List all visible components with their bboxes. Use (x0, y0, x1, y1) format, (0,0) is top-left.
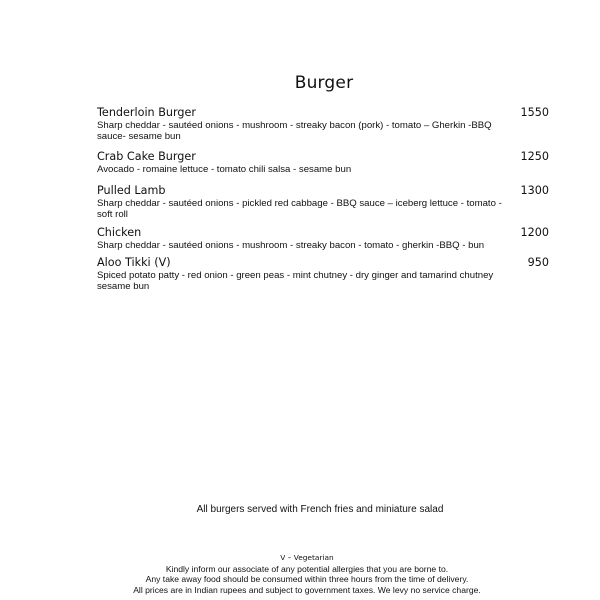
allergy-note: Kindly inform our associate of any potential allergies that you are borne to. (165, 563, 449, 574)
item-description: Sharp cheddar - sautéed onions - mushroom - streaky bacon - tomato - gherkin -BBQ - bun (97, 240, 485, 251)
item-description: Avocado - romaine lettuce - tomato chili salsa - sesame bun (97, 164, 352, 175)
menu-item-chicken (97, 226, 549, 251)
menu-list (97, 106, 549, 292)
menu-item-aloo-tikki (97, 256, 549, 292)
item-name: Crab Cake Burger (97, 150, 196, 163)
item-name: Tenderloin Burger (97, 106, 196, 119)
item-name: Pulled Lamb (97, 184, 166, 197)
menu-item-header (97, 256, 549, 270)
menu-item-header (97, 226, 549, 240)
menu-item-tenderloin-burger (97, 106, 549, 142)
item-description: Sharp cheddar - sautéed onions - pickled red cabbage - BBQ sauce – iceberg lettuce - tomato - soft roll (97, 198, 502, 220)
served-with-note: All burgers served with French fries and miniature salad (196, 504, 444, 515)
menu-item-header (97, 106, 549, 120)
menu-item-crab-cake-burger (97, 150, 549, 175)
item-description: Spiced potato patty - red onion - green peas - mint chutney - dry ginger and tamarind chutney sesame bun (97, 270, 494, 292)
item-price: 1550 (520, 106, 549, 119)
item-price: 1300 (520, 184, 549, 197)
item-name: Aloo Tikki (V) (97, 256, 171, 269)
footer (0, 553, 600, 595)
item-price: 1200 (520, 226, 549, 239)
menu-item-header (97, 150, 549, 164)
item-description: Sharp cheddar - sautéed onions - mushroom - streaky bacon (pork) - tomato – Gherkin -BBQ sauce- sesame bun (97, 120, 492, 142)
page-title: Burger (294, 73, 354, 93)
item-price: 1250 (520, 150, 549, 163)
item-name: Chicken (97, 226, 142, 239)
prices-note: All prices are in Indian rupees and subject to government taxes. We levy no service charge. (133, 584, 481, 595)
menu-item-pulled-lamb (97, 184, 549, 220)
item-price: 950 (527, 256, 549, 269)
takeaway-note: Any take away food should be consumed within three hours from the time of delivery. (145, 574, 469, 584)
vegetarian-legend: V – Vegetarian (280, 553, 334, 562)
menu-item-header (97, 184, 549, 198)
